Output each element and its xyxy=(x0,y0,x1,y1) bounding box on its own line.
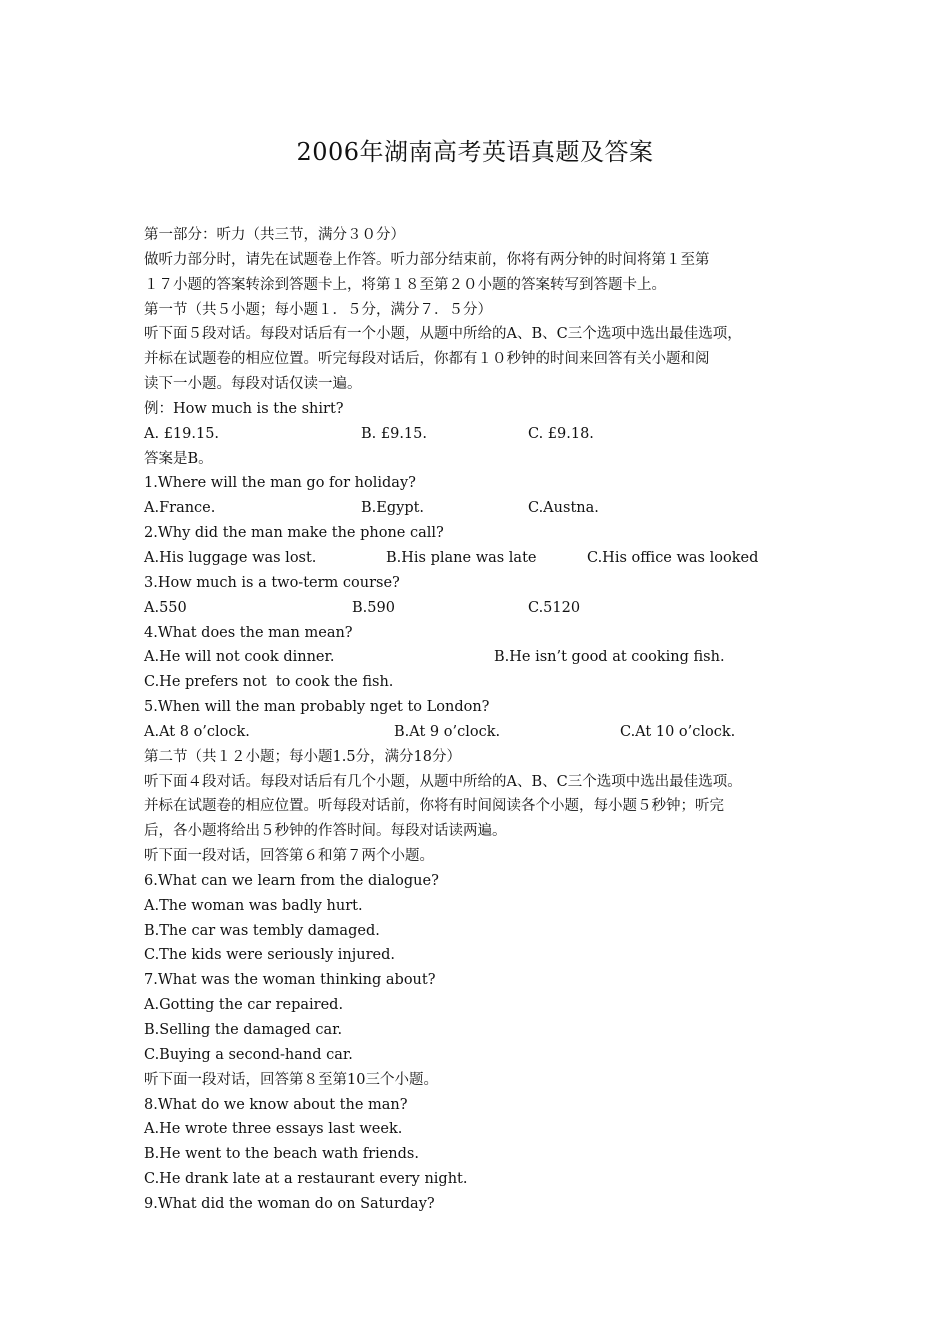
q8-option-b: B.He went to the beach wath friends. xyxy=(144,1146,419,1163)
q1-option-b: B.Egypt. xyxy=(361,500,425,517)
q2-option-b: B.His plane was late xyxy=(386,549,537,566)
q2-option-a: A.His luggage was lost. xyxy=(144,549,317,566)
section1-heading: 第一节（共５小题；每小题１．５分，满分７．５分） xyxy=(144,301,492,318)
example-option-b: B. £9.15. xyxy=(361,425,427,442)
q5-option-a: A.At 8 o’clock. xyxy=(144,723,250,740)
question-3: 3.How much is a two-term course? xyxy=(144,574,400,591)
section2-heading: 第二节（共１２小题；每小题1.5分，满分18分） xyxy=(144,748,462,765)
q2-option-c: C.His office was looked xyxy=(587,549,759,566)
example-answer: 答案是B。 xyxy=(144,450,213,467)
question-6: 6.What can we learn from the dialogue? xyxy=(144,872,439,889)
dialog-b-intro: 听下面一段对话，回答第８至第10三个小题。 xyxy=(144,1071,438,1088)
q4-option-a: A.He will not cook dinner. xyxy=(144,649,335,666)
q3-option-a: A.550 xyxy=(144,599,187,616)
example-options xyxy=(144,422,824,447)
section1-instruction-line-2: 并标在试题卷的相应位置。听完每段对话后，你都有１０秒钟的时间来回答有关小题和阅 xyxy=(144,351,710,368)
section2-instruction-line-2: 并标在试题卷的相应位置。听每段对话前，你将有时间阅读各个小题，每小题５秒钟；听完 xyxy=(144,798,724,815)
q1-option-a: A.France. xyxy=(144,500,216,517)
question-8: 8.What do we know about the man? xyxy=(144,1096,408,1113)
q6-option-b: B.The car was tembly damaged. xyxy=(144,922,380,939)
q1-option-c: C.Austna. xyxy=(528,500,599,517)
question-2-options xyxy=(144,546,824,571)
q3-option-c: C.5120 xyxy=(528,599,581,616)
question-4: 4.What does the man mean? xyxy=(144,624,353,641)
part1-instruction-line-2: １７小题的答案转涂到答题卡上，将第１８至第２０小题的答案转写到答题卡上。 xyxy=(144,276,666,293)
q5-option-b: B.At 9 o’clock. xyxy=(394,723,501,740)
question-1: 1.Where will the man go for holiday? xyxy=(144,475,416,492)
part1-instruction-line-1: 做听力部分时，请先在试题卷上作答。听力部分结束前，你将有两分钟的时间将第１至第 xyxy=(144,251,710,268)
q7-option-c: C.Buying a second-hand car. xyxy=(144,1046,353,1063)
section1-instruction-line-3: 读下一小题。每段对话仅读一遍。 xyxy=(144,376,362,393)
q6-option-a: A.The woman was badly hurt. xyxy=(144,897,363,914)
dialog-a-intro: 听下面一段对话，回答第６和第７两个小题。 xyxy=(144,848,434,865)
q8-option-c: C.He drank late at a restaurant every night. xyxy=(144,1171,468,1188)
part1-heading: 第一部分：听力（共三节，满分３０分） xyxy=(144,227,405,243)
example-question: 例：How much is the shirt? xyxy=(144,400,344,417)
q7-option-b: B.Selling the damaged car. xyxy=(144,1022,343,1038)
section2-instruction-line-1: 听下面４段对话。每段对话后有几个小题，从题中所给的A、B、C三个选项中选出最佳选项。 xyxy=(144,773,742,790)
question-5: 5.When will the man probably nget to London? xyxy=(144,699,490,716)
question-2: 2.Why did the man make the phone call? xyxy=(144,525,444,542)
q3-option-b: B.590 xyxy=(352,599,395,616)
question-9: 9.What did the woman do on Saturday? xyxy=(144,1195,435,1212)
question-7: 7.What was the woman thinking about? xyxy=(144,972,436,989)
q8-option-a: A.He wrote three essays last week. xyxy=(144,1121,403,1138)
document-body xyxy=(144,223,824,1217)
q7-option-a: A.Gotting the car repaired. xyxy=(144,997,344,1014)
section2-instruction-line-3: 后，各小题将给出５秒钟的作答时间。每段对话读两遍。 xyxy=(144,823,507,840)
q6-option-c: C.The kids were seriously injured. xyxy=(144,947,396,964)
section1-instruction-line-1: 听下面５段对话。每段对话后有一个小题，从题中所给的A、B、C三个选项中选出最佳选项， xyxy=(144,326,742,343)
question-3-options xyxy=(144,596,824,621)
q4-option-c: C.He prefers not to cook the fish. xyxy=(144,674,394,691)
example-option-a: A. £19.15. xyxy=(144,425,220,442)
page-title: 2006年湖南高考英语真题及答案 xyxy=(296,138,654,166)
question-1-options xyxy=(144,496,824,521)
example-option-c: C. £9.18. xyxy=(528,425,594,442)
q5-option-c: C.At 10 o’clock. xyxy=(620,723,736,740)
question-4-options-ab xyxy=(144,645,824,670)
q4-option-b: B.He isn’t good at cooking fish. xyxy=(494,649,725,666)
question-5-options xyxy=(144,720,824,745)
